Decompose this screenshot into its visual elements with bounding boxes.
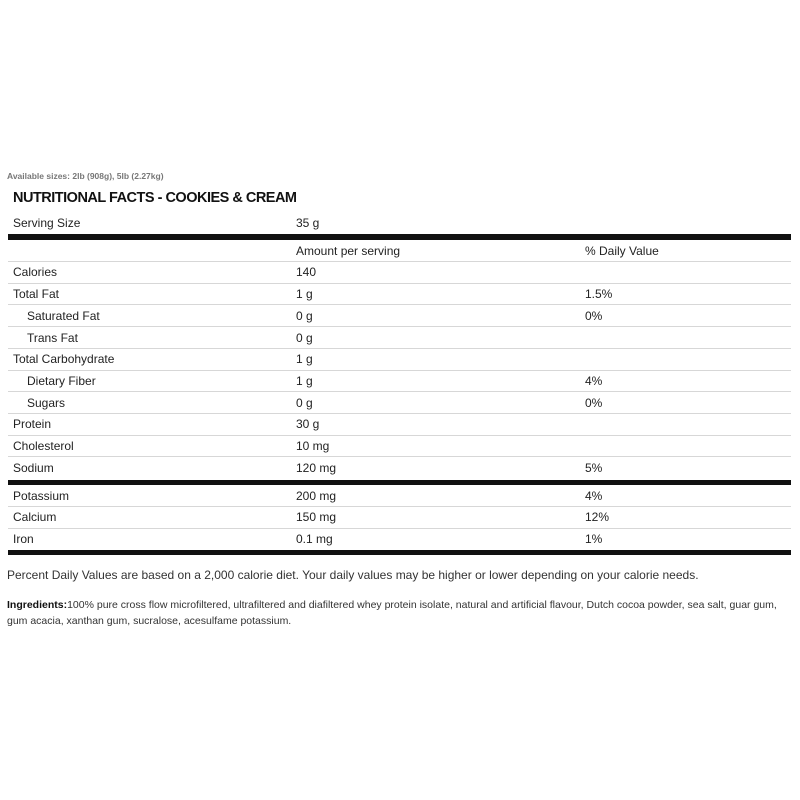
mineral-label: Potassium	[13, 489, 70, 503]
mineral-label: Iron	[13, 532, 34, 546]
nutrient-amount: 0 g	[296, 309, 313, 323]
nutrient-amount: 0 g	[296, 396, 313, 410]
nutrient-amount: 0 g	[296, 331, 313, 345]
nutrient-amount: 1 g	[296, 352, 313, 366]
row-divider	[8, 348, 791, 349]
nutrient-amount: 140	[296, 265, 317, 279]
row-divider	[8, 506, 791, 507]
ingredients-label: Ingredients:	[7, 599, 68, 611]
mineral-daily: 12%	[585, 510, 610, 524]
thick-divider-bottom	[8, 550, 791, 555]
nutrient-label: Total Fat	[13, 287, 60, 301]
daily-value-footnote: Percent Daily Values are based on a 2,000 calorie diet. Your daily values may be higher or lower depending on your calorie needs.	[7, 568, 699, 582]
nutrient-label: Saturated Fat	[27, 309, 100, 323]
mineral-amount: 0.1 mg	[296, 532, 333, 546]
mineral-amount: 200 mg	[296, 489, 337, 503]
mineral-daily: 1%	[585, 532, 603, 546]
available-sizes: Available sizes: 2lb (908g), 5lb (2.27kg)	[7, 171, 164, 181]
row-divider	[8, 283, 791, 284]
nutrition-title: NUTRITIONAL FACTS - COOKIES & CREAM	[13, 190, 297, 206]
nutrient-label: Total Carbohydrate	[13, 352, 115, 366]
nutrient-label: Sodium	[13, 461, 54, 475]
nutrient-label: Calories	[13, 265, 58, 279]
mineral-daily: 4%	[585, 489, 603, 503]
header-divider	[8, 261, 791, 262]
nutrient-label: Protein	[13, 417, 52, 431]
nutrient-daily: 0%	[585, 396, 603, 410]
nutrient-daily: 1.5%	[585, 287, 613, 301]
thick-divider-top	[8, 234, 791, 240]
mineral-amount: 150 mg	[296, 510, 337, 524]
nutrient-amount: 30 g	[296, 417, 320, 431]
nutrient-daily: 4%	[585, 374, 603, 388]
nutrient-daily: 0%	[585, 309, 603, 323]
ingredients-text: 100% pure cross flow microfiltered, ultrafiltered and diafiltered whey protein isolate, natural and artificial flavour, Dutch cocoa powder, sea salt, guar gum, gum acacia, xanthan gum, sucralose, acesulfame potassium.	[7, 599, 777, 627]
nutrient-amount: 10 mg	[296, 439, 330, 453]
row-divider	[8, 528, 791, 529]
amount-header: Amount per serving	[296, 244, 401, 258]
nutrient-label: Dietary Fiber	[27, 374, 96, 388]
row-divider	[8, 456, 791, 457]
nutrient-daily: 5%	[585, 461, 603, 475]
nutrient-amount: 1 g	[296, 287, 313, 301]
ingredients-block	[7, 597, 792, 629]
daily-value-header: % Daily Value	[585, 244, 659, 258]
nutrient-label: Sugars	[27, 396, 66, 410]
row-divider	[8, 326, 791, 327]
row-divider	[8, 370, 791, 371]
nutrient-amount: 1 g	[296, 374, 313, 388]
nutrient-label: Cholesterol	[13, 439, 74, 453]
nutrient-amount: 120 mg	[296, 461, 337, 475]
row-divider	[8, 391, 791, 392]
row-divider	[8, 435, 791, 436]
serving-size-value: 35 g	[296, 216, 320, 230]
nutrient-label: Trans Fat	[27, 331, 78, 345]
row-divider	[8, 413, 791, 414]
serving-size-label: Serving Size	[13, 216, 81, 230]
mineral-label: Calcium	[13, 510, 57, 524]
thick-divider-middle	[8, 480, 791, 485]
row-divider	[8, 304, 791, 305]
